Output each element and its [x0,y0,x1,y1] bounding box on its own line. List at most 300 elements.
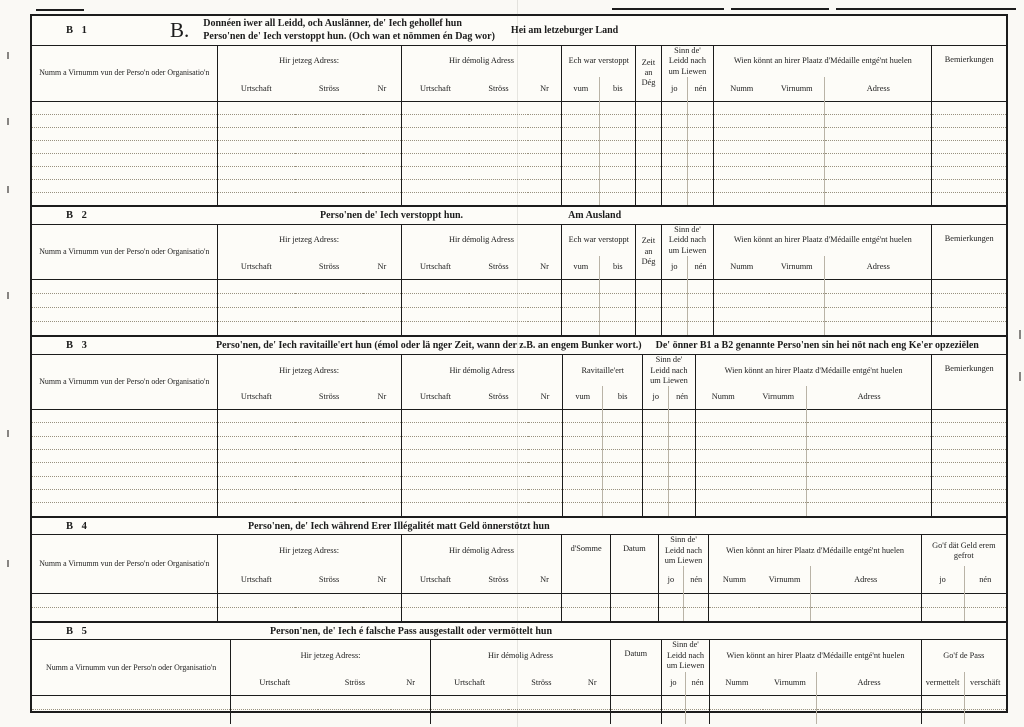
col-header-jo: jo [921,566,964,593]
empty-cell [687,166,713,179]
empty-cell [611,696,662,710]
table-row [32,307,1006,321]
empty-cell [684,607,709,621]
col-header-wien-konnt: Wien könnt an hirer Plaatz d'Médaille entgé'nt huelen [709,535,921,566]
empty-cell [932,321,1006,335]
col-header-dsomme: d'Somme [562,535,611,593]
col-header-stross: Ströss [531,678,552,688]
table-row [32,593,1006,607]
empty-cell [806,436,932,449]
empty-cell [643,409,669,422]
empty-cell [563,436,603,449]
empty-cell [714,101,825,114]
empty-cell [401,321,562,335]
col-header-bis: bis [600,77,636,101]
empty-cell [825,179,932,192]
col-header-urtschaft: Urtschaft [217,386,295,409]
empty-cell [600,293,636,307]
empty-cell [964,710,1006,724]
col-header-urtschaft: Urtschaft [217,566,295,593]
col-header-numm: Numm [695,386,751,409]
empty-cell [217,153,401,166]
empty-cell [636,293,661,307]
section-b1-id: B 1 [66,25,90,36]
empty-cell [217,607,401,621]
empty-cell [687,179,713,192]
registration-form [30,14,1008,713]
table-row [32,696,1006,710]
empty-cell [401,476,563,489]
table-row [32,607,1006,621]
col-header-urtschaft: Urtschaft [401,566,469,593]
col-header-adress: Adress [810,566,921,593]
empty-cell [669,490,695,503]
table-row [32,423,1006,436]
empty-cell [430,696,610,710]
empty-cell [695,503,806,516]
section-b5-body [32,696,1006,724]
section-b5-table [32,640,1006,723]
empty-cell [643,463,669,476]
col-header-ech-war-verstoppt: Ech war verstoppt [562,46,636,77]
empty-cell [695,476,806,489]
col-header-nr: Nr [540,83,549,93]
col-header-datum: Datum [611,640,662,695]
section-b3-note: De' önner B1 a B2 genannte Perso'nen sin hei nöt nach eng Ke'er opzeziëlen [655,340,979,352]
col-header-demolig-adress: Hir démolig Adress [401,225,562,256]
col-header-gof-pass: Go'f de Pass [921,640,1006,671]
col-header-numm: Numm [710,672,764,696]
col-header-adress: Adress [806,386,932,409]
empty-cell [661,127,687,140]
col-header-jetzeg-adress: Hir jetzeg Adress: [231,640,431,671]
empty-cell [231,696,431,710]
col-header-nr: Nr [540,392,550,402]
empty-cell [825,279,932,293]
col-header-jo: jo [643,386,669,409]
col-header-nen: nén [669,386,695,409]
empty-cell [600,192,636,205]
empty-cell [932,293,1006,307]
empty-cell [932,476,1006,489]
section-b2-id: B 2 [66,210,90,222]
empty-cell [600,140,636,153]
empty-cell [32,166,217,179]
empty-cell [600,101,636,114]
empty-cell [661,279,687,293]
margin-tick [1019,330,1021,339]
table-row [32,449,1006,462]
empty-cell [932,179,1006,192]
empty-cell [217,503,401,516]
empty-cell [714,140,825,153]
empty-cell [669,476,695,489]
empty-cell [401,463,563,476]
col-header-jo: jo [658,566,683,593]
empty-cell [687,101,713,114]
margin-tick [1019,372,1021,381]
empty-cell [563,423,603,436]
empty-cell [401,166,562,179]
empty-cell [401,409,563,422]
empty-cell [401,423,563,436]
section-b3-body [32,409,1006,516]
empty-cell [932,114,1006,127]
col-header-nr: Nr [540,574,549,584]
empty-cell [32,127,217,140]
empty-cell [661,321,687,335]
empty-cell [695,436,806,449]
empty-cell [687,127,713,140]
empty-cell [32,463,217,476]
empty-cell [964,593,1006,607]
empty-cell [603,503,643,516]
empty-cell [636,114,661,127]
empty-cell [921,593,964,607]
empty-cell [825,114,932,127]
empty-cell [636,179,661,192]
empty-cell [709,607,810,621]
empty-cell [806,449,932,462]
empty-cell [661,153,687,166]
empty-cell [921,710,964,724]
empty-cell [964,607,1006,621]
empty-cell [217,179,401,192]
empty-cell [611,710,662,724]
col-header-numm: Numm [714,256,770,279]
empty-cell [921,696,964,710]
table-row [32,476,1006,489]
empty-cell [658,607,683,621]
empty-cell [401,503,563,516]
empty-cell [32,423,217,436]
margin-tick [7,118,9,125]
col-header-virnumm: Virnumm [768,574,801,584]
col-header-nen: nén [686,672,710,696]
empty-cell [636,127,661,140]
empty-cell [669,409,695,422]
empty-cell [932,127,1006,140]
section-b4-title: Perso'nen, de' Iech während Erer Illégalitét matt Geld önnerstötzt hun [248,520,550,532]
empty-cell [714,192,825,205]
section-b4-id: B 4 [66,520,90,532]
col-header-demolig-adress: Hir démolig Adress [430,640,610,671]
empty-cell [825,293,932,307]
col-header-urtschaft: Urtschaft [231,672,319,696]
empty-cell [32,307,217,321]
empty-cell [600,179,636,192]
empty-cell [825,127,932,140]
empty-cell [401,192,562,205]
col-header-virnumm: Virnumm [774,678,806,688]
empty-cell [825,192,932,205]
col-header-demolig-adress: Hir démolig Adress [401,535,562,566]
empty-cell [603,436,643,449]
empty-cell [600,307,636,321]
empty-cell [32,293,217,307]
empty-cell [217,307,401,321]
empty-cell [603,449,643,462]
col-header-vum: vum [562,77,600,101]
empty-cell [825,321,932,335]
empty-cell [32,321,217,335]
col-header-stross: Ströss [318,83,340,93]
empty-cell [217,463,401,476]
empty-cell [217,423,401,436]
empty-cell [669,423,695,436]
empty-cell [600,321,636,335]
table-row [32,463,1006,476]
table-row [32,321,1006,335]
section-b2 [32,205,1006,335]
table-row [32,436,1006,449]
empty-cell [714,293,825,307]
col-header-urtschaft: Urtschaft [401,386,469,409]
table-row [32,409,1006,422]
col-header-nr: Nr [587,678,597,688]
col-header-ech-war-verstoppt: Ech war verstoppt [562,225,636,256]
col-header-wien-konnt: Wien könnt an hirer Plaatz d'Médaille entgé'nt huelen [714,225,932,256]
empty-cell [401,127,562,140]
margin-tick [7,430,9,437]
col-header-nr: Nr [377,262,387,272]
empty-cell [636,192,661,205]
empty-cell [710,710,817,724]
section-b4 [32,516,1006,621]
empty-cell [714,179,825,192]
empty-cell [563,476,603,489]
table-row [32,279,1006,293]
col-header-demolig-adress: Hir démolig Adress [401,46,562,77]
empty-cell [217,101,401,114]
col-header-urtschaft: Urtschaft [217,256,295,279]
section-b4-body [32,593,1006,621]
col-header-virnumm: Virnumm [762,392,795,402]
section-b5-title-bar [32,623,1006,640]
empty-cell [217,279,401,293]
empty-cell [687,153,713,166]
col-header-demolig-adress: Hir démolig Adress [401,355,563,386]
table-row [32,114,1006,127]
col-header-sinn-leidd: Sinn de' Leidd nach um Liewen [643,355,696,386]
empty-cell [562,140,600,153]
section-b5-id: B 5 [66,625,90,637]
empty-cell [32,503,217,516]
empty-cell [661,710,685,724]
empty-cell [603,490,643,503]
col-header-bemierkungen: Bemierkungen [932,225,1006,279]
section-b3-table [32,355,1006,516]
empty-cell [825,140,932,153]
empty-cell [32,179,217,192]
col-header-zeit-an-deg: Zeit an Dég [636,225,661,279]
empty-cell [600,166,636,179]
col-header-stross: Ströss [488,262,509,272]
empty-cell [401,593,562,607]
empty-cell [643,449,669,462]
empty-cell [562,101,600,114]
empty-cell [806,423,932,436]
empty-cell [603,463,643,476]
empty-cell [661,192,687,205]
col-header-vermettelt: vermettelt [921,672,964,696]
scan-line-fragment [731,8,829,10]
empty-cell [32,607,217,621]
empty-cell [932,436,1006,449]
empty-cell [562,293,600,307]
col-header-stross: Ströss [318,574,340,584]
section-b3 [32,335,1006,516]
section-b1-title-bar [32,16,1006,46]
col-header-wien-konnt: Wien könnt an hirer Plaatz d'Médaille entgé'nt huelen [710,640,921,671]
empty-cell [932,409,1006,422]
empty-cell [401,490,563,503]
empty-cell [643,436,669,449]
col-header-ravitailleert: Ravitaille'ert [563,355,643,386]
col-header-jo: jo [661,672,685,696]
col-header-name: Numm a Virnumm vun der Perso'n oder Organisatio'n [46,662,217,672]
empty-cell [32,192,217,205]
empty-cell [817,710,921,724]
col-header-sinn-leidd: Sinn de' Leidd nach um Liewen [661,640,710,671]
col-header-datum: Datum [611,535,659,593]
empty-cell [562,166,600,179]
section-b1-note: Hei am letzeburger Land [510,25,619,36]
empty-cell [611,593,659,607]
section-b5 [32,621,1006,723]
empty-cell [661,101,687,114]
empty-cell [401,436,563,449]
empty-cell [217,114,401,127]
col-header-stross: Ströss [488,392,509,402]
empty-cell [714,127,825,140]
empty-cell [714,153,825,166]
empty-cell [643,490,669,503]
empty-cell [32,449,217,462]
table-row [32,140,1006,153]
col-header-bemierkungen: Bemierkungen [932,355,1006,409]
empty-cell [562,192,600,205]
empty-cell [686,710,710,724]
col-header-nr: Nr [406,678,416,688]
empty-cell [661,293,687,307]
empty-cell [932,463,1006,476]
col-header-nen: nén [964,566,1006,593]
empty-cell [710,696,817,710]
empty-cell [695,490,806,503]
empty-cell [32,279,217,293]
empty-cell [687,293,713,307]
empty-cell [636,279,661,293]
col-header-virnumm: Virnumm [780,83,813,93]
section-b1 [32,16,1006,205]
empty-cell [430,710,610,724]
empty-cell [643,423,669,436]
col-header-numm: Numm [714,77,770,101]
empty-cell [636,153,661,166]
table-row [32,153,1006,166]
empty-cell [714,166,825,179]
col-header-zeit-an-deg: Zeit an Dég [636,46,661,101]
col-header-nr: Nr [540,262,549,272]
table-row [32,503,1006,516]
empty-cell [401,307,562,321]
empty-cell [921,607,964,621]
col-header-bis: bis [600,256,636,279]
col-header-sinn-leidd: Sinn de' Leidd nach um Liewen [658,535,709,566]
empty-cell [562,593,611,607]
section-b4-title-bar [32,518,1006,535]
empty-cell [32,476,217,489]
empty-cell [636,101,661,114]
empty-cell [661,166,687,179]
empty-cell [661,307,687,321]
col-header-bemierkungen: Bemierkungen [932,46,1006,101]
empty-cell [600,279,636,293]
empty-cell [810,593,921,607]
col-header-nr: Nr [377,83,387,93]
scan-line-fragment [612,8,724,10]
empty-cell [32,101,217,114]
col-header-name: Numm a Virnumm vun der Perso'n oder Organisatio'n [39,68,210,78]
empty-cell [658,593,683,607]
empty-cell [217,476,401,489]
col-header-urtschaft: Urtschaft [217,77,295,101]
empty-cell [603,423,643,436]
section-b4-table [32,535,1006,621]
empty-cell [825,307,932,321]
empty-cell [695,423,806,436]
margin-tick [7,52,9,59]
empty-cell [32,490,217,503]
empty-cell [806,463,932,476]
col-header-name: Numm a Virnumm vun der Perso'n oder Organisatio'n [39,246,210,256]
col-header-gof-geld: Go'f dät Geld erem gefrot [921,535,1006,566]
empty-cell [401,101,562,114]
scan-line-fragment [36,9,84,11]
empty-cell [932,490,1006,503]
col-header-jo: jo [661,77,687,101]
empty-cell [817,696,921,710]
col-header-adress: Adress [825,256,932,279]
empty-cell [401,293,562,307]
empty-cell [217,409,401,422]
empty-cell [562,114,600,127]
empty-cell [32,114,217,127]
empty-cell [600,114,636,127]
empty-cell [603,476,643,489]
col-header-jetzeg-adress: Hir jetzeg Adress: [217,46,401,77]
col-header-vum: vum [562,256,600,279]
empty-cell [669,503,695,516]
empty-cell [401,449,563,462]
col-header-jetzeg-adress: Hir jetzeg Adress: [217,535,401,566]
empty-cell [401,140,562,153]
empty-cell [932,449,1006,462]
section-b2-header [32,225,1006,279]
empty-cell [661,140,687,153]
empty-cell [562,179,600,192]
table-row [32,179,1006,192]
empty-cell [217,140,401,153]
empty-cell [217,192,401,205]
section-b2-note: Am Ausland [568,210,622,222]
empty-cell [562,127,600,140]
empty-cell [932,101,1006,114]
empty-cell [932,307,1006,321]
empty-cell [401,114,562,127]
empty-cell [686,696,710,710]
